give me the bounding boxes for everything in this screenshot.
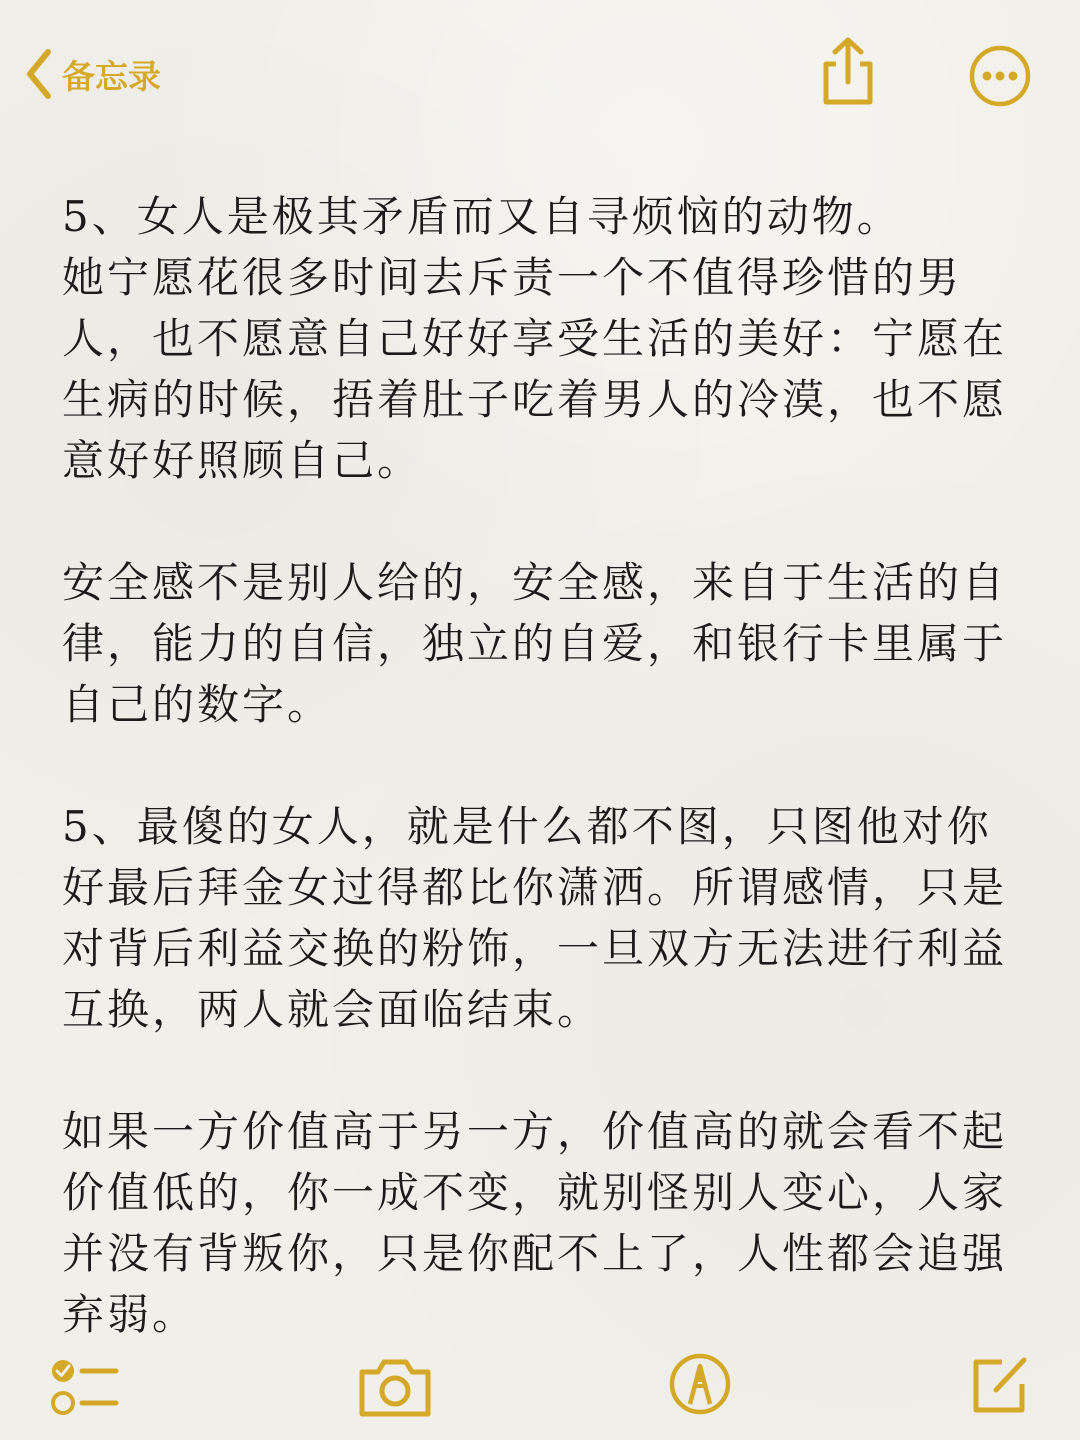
markup-button[interactable] <box>668 1352 732 1416</box>
camera-button[interactable] <box>356 1354 434 1420</box>
bottom-toolbar <box>0 1340 1080 1440</box>
share-icon <box>818 36 878 108</box>
share-button[interactable] <box>818 36 878 108</box>
checklist-button[interactable] <box>50 1354 120 1420</box>
note-body[interactable] <box>62 186 1022 1406</box>
more-button[interactable] <box>968 44 1032 108</box>
back-button[interactable] <box>22 44 161 104</box>
note-paragraph: 安全感不是别人给的，安全感，来自于生活的自律，能力的自信，独立的自爱，和银行卡里属于自己的数字。 <box>62 558 1008 729</box>
top-toolbar <box>0 0 1080 150</box>
note-paragraph: 如果一方价值高于另一方，价值高的就会看不起价值低的，你一成不变，就别怪别人变心，人家并没有背叛你，只是你配不上了，人性都会追强弃弱。 <box>62 1107 1008 1339</box>
note-paragraph: 5、最傻的女人，就是什么都不图，只图他对你好最后拜金女过得都比你潇洒。所谓感情，只是对背后利益交换的粉饰，一旦双方无法进行利益互换，两人就会面临结束。 <box>62 802 1008 1034</box>
compose-button[interactable] <box>968 1352 1032 1416</box>
note-paragraph: 5、女人是极其矛盾而又自寻烦恼的动物。 她宁愿花很多时间去斥责一个不值得珍惜的男人，也不愿意自己好好享受生活的美好：宁愿在生病的时候，捂着肚子吃着男人的冷漠，也不愿意好好照顾自己。 <box>62 192 1008 485</box>
back-label: 备忘录 <box>62 56 161 96</box>
chevron-left-icon <box>22 48 56 100</box>
camera-icon <box>356 1354 434 1420</box>
checklist-icon <box>50 1354 120 1420</box>
markup-pen-icon <box>668 1352 732 1416</box>
compose-icon <box>968 1352 1032 1416</box>
more-icon <box>968 44 1032 108</box>
